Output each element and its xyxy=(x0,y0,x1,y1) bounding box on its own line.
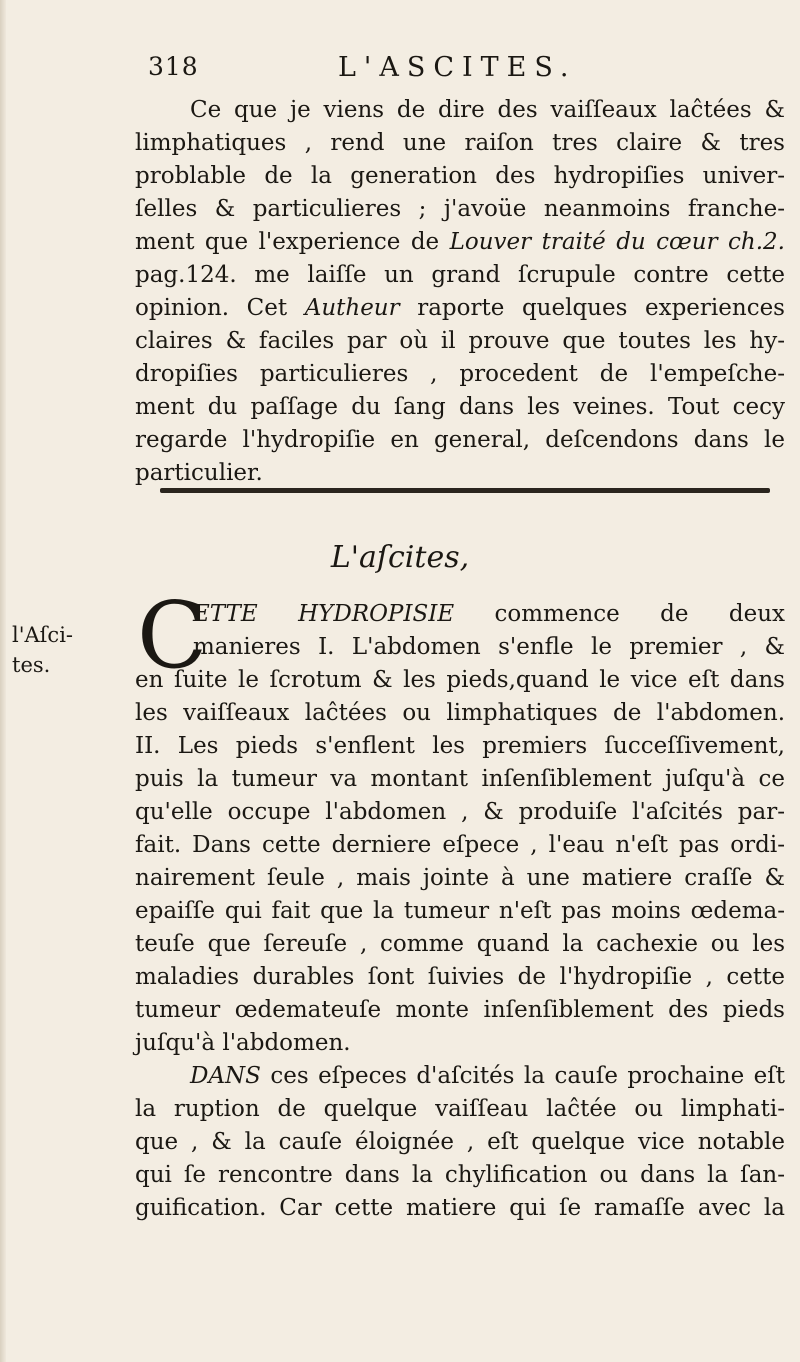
text-line: qu'elle occupe l'abdomen , & produiſe l'aſcités par- xyxy=(135,799,785,825)
dans-word: DANS xyxy=(190,1063,261,1089)
text-line: teuſe que ſereuſe , comme quand la cachexie ou les xyxy=(135,931,785,957)
text-line: Ce que je viens de dire des vaiſſeaux laĉtées & xyxy=(190,97,785,123)
running-head xyxy=(148,52,788,92)
running-title: L'ASCITES. xyxy=(338,52,577,83)
text-line: limphatiques , rend une raiſon tres claire & tres xyxy=(135,130,785,156)
margin-note xyxy=(12,620,122,680)
text-line: ſelles & particulieres ; j'avoüe neanmoins franche- xyxy=(135,196,785,222)
text-line: puis la tumeur va montant inſenſiblement juſqu'à ce xyxy=(135,766,785,792)
text-line: II. Les pieds s'enflent les premiers ſucceſſivement, xyxy=(135,733,785,759)
text-line: dropiſies particulieres , procedent de l'empeſche- xyxy=(135,361,785,387)
text-line: que , & la cauſe éloignée , eſt quelque vice notable xyxy=(135,1129,785,1155)
text-line: fait. Dans cette derniere eſpece , l'eau n'eſt pas ordi- xyxy=(135,832,785,858)
text-line: ment du paſſage du ſang dans les veines. Tout cecy xyxy=(135,394,785,420)
text-line: tumeur œdemateuſe monte inſenſiblement des pieds xyxy=(135,997,785,1023)
hydropisie-heading: ETTE HYDROPISIE xyxy=(193,601,455,627)
text-line: epaiſſe qui fait que la tumeur n'eſt pas moins œdema- xyxy=(135,898,785,924)
reference-louver: Louver traité du cœur ch.2. xyxy=(449,229,785,255)
text-line: DANS ces eſpeces d'aſcités la cauſe prochaine eſt xyxy=(190,1063,785,1089)
text-line: problable de la generation des hydropiſies univer- xyxy=(135,163,785,189)
text-line: guification. Car cette matiere qui ſe ramaſſe avec la xyxy=(135,1195,785,1221)
paragraph-2 xyxy=(135,598,785,1225)
section-divider xyxy=(160,488,770,493)
text-line: maladies durables ſont ſuivies de l'hydropiſie , cette xyxy=(135,964,785,990)
text-line: juſqu'à l'abdomen. xyxy=(135,1030,351,1056)
page-edge xyxy=(0,0,6,1362)
text-line: claires & faciles par où il prouve que toutes les hy- xyxy=(135,328,785,354)
page-number: 318 xyxy=(148,52,199,81)
text-line: ment que l'experience de Louver traité du cœur ch.2. xyxy=(135,229,785,255)
drop-cap: C xyxy=(137,582,208,689)
autheur-word: Autheur xyxy=(304,295,400,321)
text-line: particulier. xyxy=(135,460,263,486)
section-heading: L'aſcites, xyxy=(330,540,470,575)
text-line: les vaiſſeaux laĉtées ou limphatiques de l'abdomen. xyxy=(135,700,785,726)
text-line: la ruption de quelque vaiſſeau laĉtée ou limphati- xyxy=(135,1096,785,1122)
text-line: ETTE HYDROPISIE commence de deux xyxy=(193,601,785,627)
text-line: qui ſe rencontre dans la chylification ou dans la ſan- xyxy=(135,1162,785,1188)
text-line: manieres I. L'abdomen s'enfle le premier , & xyxy=(193,634,785,660)
text-line: nairement ſeule , mais jointe à une matiere craſſe & xyxy=(135,865,785,891)
margin-note-line: l'Aſci- xyxy=(12,623,74,647)
text-line: en ſuite le ſcrotum & les pieds,quand le vice eſt dans xyxy=(135,667,785,693)
paragraph-1 xyxy=(135,94,785,490)
margin-note-line: tes. xyxy=(12,653,51,677)
text-line: regarde l'hydropiſie en general, deſcendons dans le xyxy=(135,427,785,453)
text-line: pag.124. me laiſſe un grand ſcrupule contre cette xyxy=(135,262,785,288)
text-line: opinion. Cet Autheur raporte quelques experiences xyxy=(135,295,785,321)
